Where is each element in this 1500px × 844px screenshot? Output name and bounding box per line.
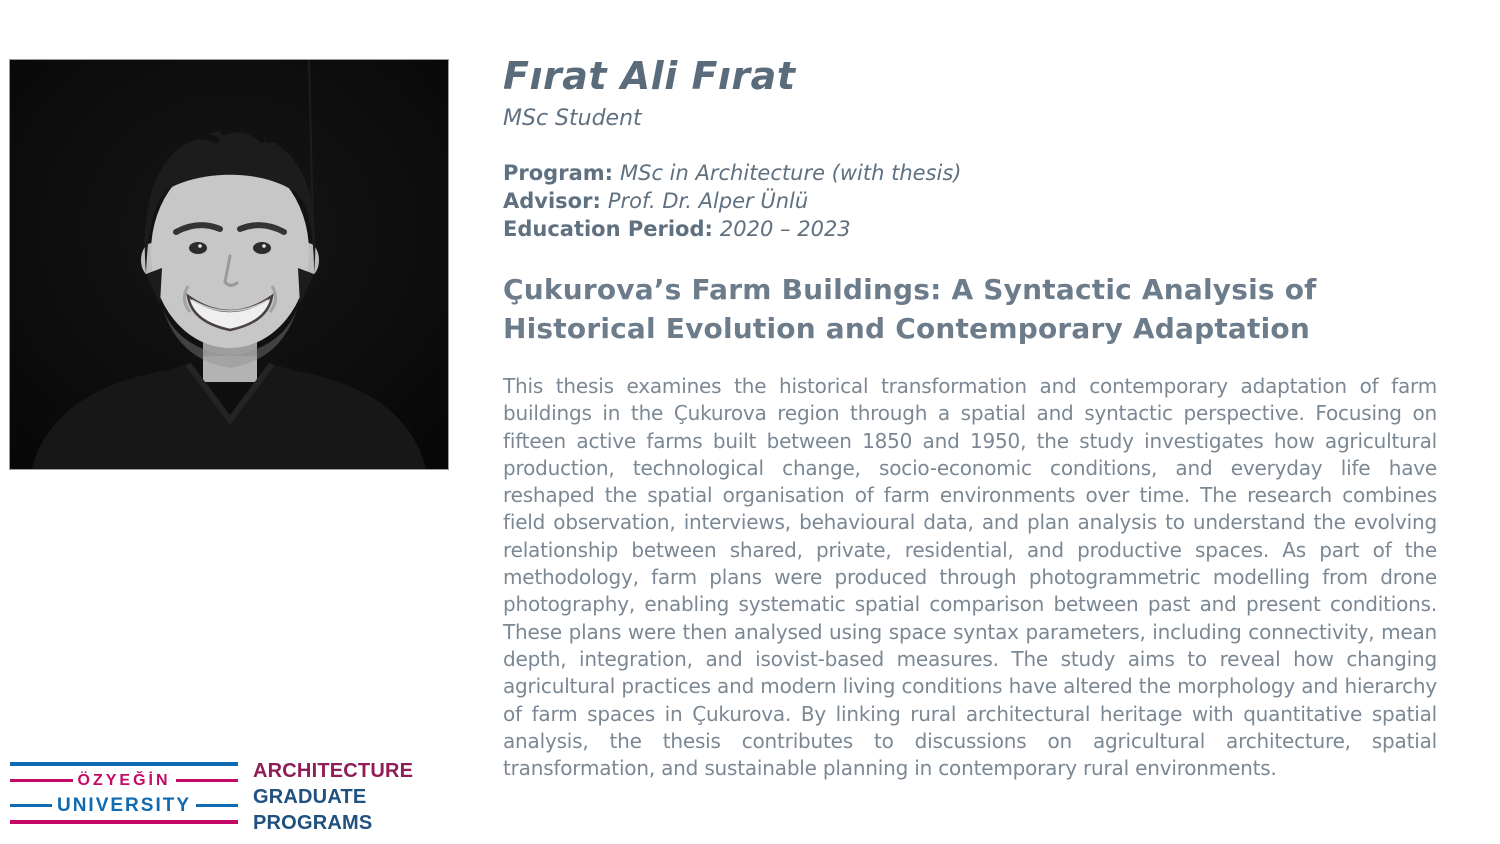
logo-rule-left xyxy=(10,779,73,782)
field-label-education-period: Education Period: xyxy=(503,217,713,241)
thesis-title: Çukurova’s Farm Buildings: A Syntactic Analysis of Historical Evolution and Contemporary Adaptation xyxy=(503,273,1317,345)
field-label-advisor: Advisor: xyxy=(503,189,601,213)
profile-content xyxy=(503,53,1437,782)
student-role: MSc Student xyxy=(503,106,642,131)
logo-row-ozyegin xyxy=(10,770,238,791)
field-education-period xyxy=(503,215,1437,243)
program-name-block xyxy=(253,758,413,836)
logo-word-university: UNIVERSITY xyxy=(56,794,192,816)
program-line-graduate: GRADUATE xyxy=(253,786,367,808)
field-value-education-period: 2020 – 2023 xyxy=(719,217,851,241)
student-portrait-illustration xyxy=(10,60,448,469)
ozyegin-university-logo xyxy=(10,762,238,824)
field-program xyxy=(503,159,1437,187)
thesis-abstract: This thesis examines the historical transformation and contemporary adaptation of farm buildings in the Çukurova region through a spatial and syntactic perspective. Focusing on fifteen active farms built between 1850 and 1950, the study investigates how agricultural production, technological change, socio-economic conditions, and everyday life have reshaped the spatial organisation of farm environments over time. The research combines field observation, interviews, behavioural data, and plan analysis to understand the evolving relationship between shared, private, residential, and productive spaces. As part of the methodology, farm plans were produced through photogrammetric modelling from drone photography, enabling systematic spatial comparison between past and present conditions. These plans were then analysed using space syntax parameters, including connectivity, mean depth, integration, and isovist-based measures. The study aims to reveal how changing agricultural practices and modern living conditions have altered the morphology and hierarchy of farm spaces in Çukurova. By linking rural architectural heritage with quantitative spatial analysis, the thesis contributes to discussions on agricultural architecture, spatial transformation, and sustainable planning in contemporary rural environments. xyxy=(503,374,1437,781)
program-line-architecture: ARCHITECTURE xyxy=(253,760,414,782)
logo-top-bar xyxy=(10,762,238,766)
logo-row-university xyxy=(10,795,238,816)
logo-rule-left xyxy=(10,804,52,807)
field-advisor xyxy=(503,187,1437,215)
logo-rule-right xyxy=(196,804,238,807)
info-fields xyxy=(503,159,1437,243)
field-value-advisor: Prof. Dr. Alper Ünlü xyxy=(607,189,809,213)
student-name: Fırat Ali Fırat xyxy=(503,54,796,98)
program-line-programs: PROGRAMS xyxy=(253,812,373,834)
student-photo xyxy=(9,59,449,470)
logo-word-ozyegin: ÖZYEĞİN xyxy=(77,771,171,789)
logo-rule-right xyxy=(176,779,239,782)
field-label-program: Program: xyxy=(503,161,614,185)
logo-bottom-bar xyxy=(10,820,238,824)
field-value-program: MSc in Architecture (with thesis) xyxy=(620,161,962,185)
